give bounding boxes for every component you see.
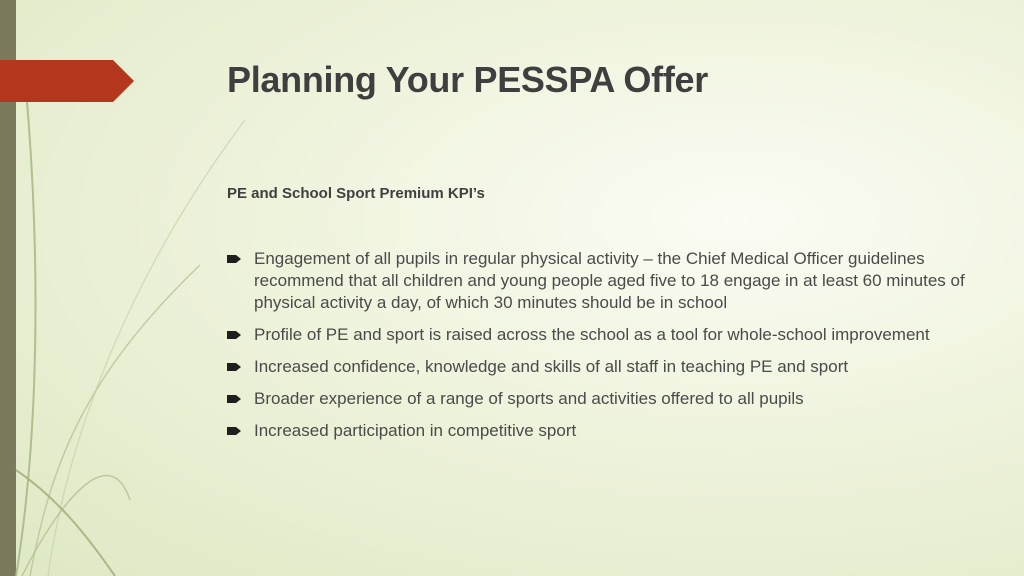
kpi-bullet-list [227,248,967,452]
bullet-text: Broader experience of a range of sports and activities offered to all pupils [254,389,804,408]
bullet-item [227,420,967,442]
bullet-text: Profile of PE and sport is raised across the school as a tool for whole-school improvement [254,325,930,344]
bullet-item [227,388,967,410]
bullet-item [227,356,967,378]
bullet-text: Increased confidence, knowledge and skills of all staff in teaching PE and sport [254,357,849,376]
bullet-item [227,248,967,314]
arrow-bullet-icon [227,427,241,435]
slide-title: Planning Your PESSPA Offer [227,59,708,100]
slide-subtitle: PE and School Sport Premium KPI’s [227,185,485,202]
arrow-bullet-icon [227,363,241,371]
arrow-bullet-icon [227,395,241,403]
bullet-text: Increased participation in competitive sport [254,421,577,440]
bullet-text: Engagement of all pupils in regular physical activity – the Chief Medical Officer guidelines recommend that all children and young people aged five to 18 engage in at least 60 minutes of physical activity a day, of which 30 minutes should be in school [254,249,965,312]
arrow-bullet-icon [227,255,241,263]
arrow-bullet-icon [227,331,241,339]
bullet-item [227,324,967,346]
accent-arrow-tab [0,60,134,102]
